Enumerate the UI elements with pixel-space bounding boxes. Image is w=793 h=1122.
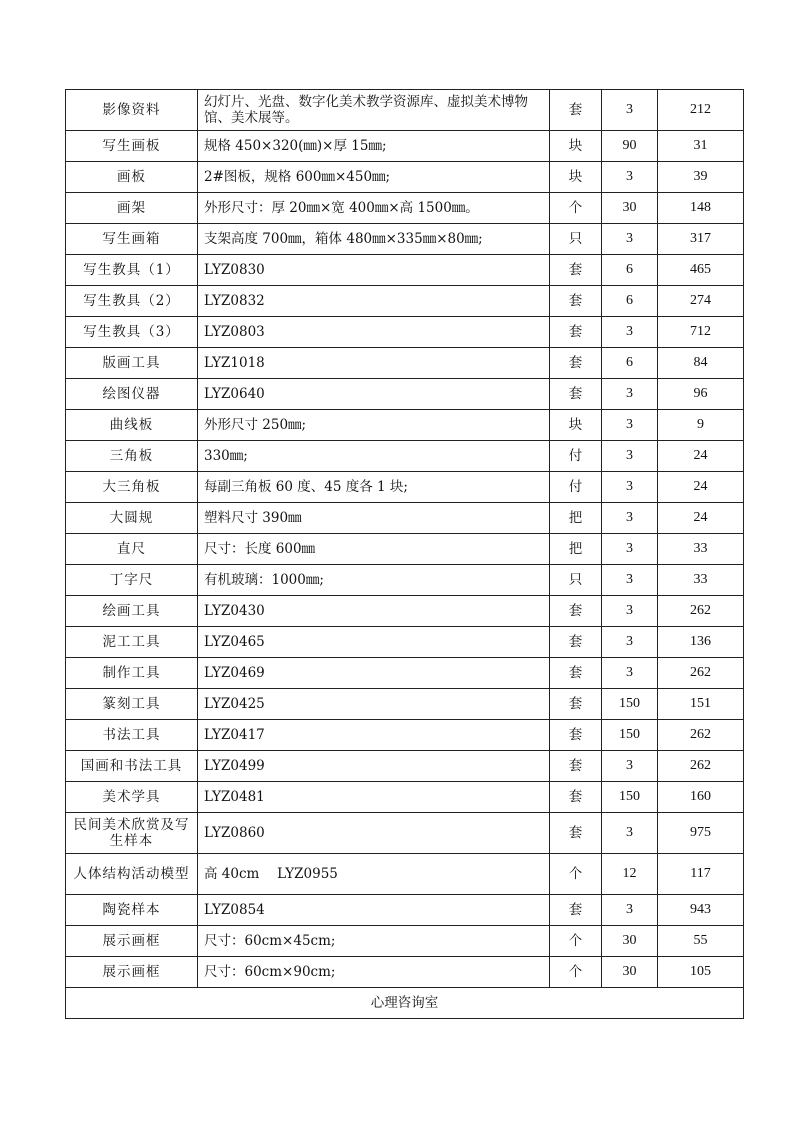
- item-price: 151: [658, 689, 744, 720]
- item-name: 陶瓷样本: [66, 895, 198, 926]
- item-unit: 套: [550, 317, 602, 348]
- table-row: [66, 957, 744, 988]
- item-unit: 付: [550, 472, 602, 503]
- table-row: [66, 658, 744, 689]
- item-price: 943: [658, 895, 744, 926]
- table-row: [66, 627, 744, 658]
- item-price: 33: [658, 565, 744, 596]
- equipment-table: [65, 89, 744, 1019]
- item-price: 148: [658, 193, 744, 224]
- table-row: [66, 854, 744, 895]
- table-row: [66, 379, 744, 410]
- item-spec: 有机玻璃：1000㎜;: [198, 565, 550, 596]
- item-price: 465: [658, 255, 744, 286]
- item-unit: 把: [550, 503, 602, 534]
- item-quantity: 3: [602, 410, 658, 441]
- item-unit: 套: [550, 379, 602, 410]
- item-spec: 外形尺寸 250㎜;: [198, 410, 550, 441]
- item-spec: LYZ0640: [198, 379, 550, 410]
- item-unit: 套: [550, 751, 602, 782]
- item-quantity: 3: [602, 895, 658, 926]
- item-quantity: 3: [602, 472, 658, 503]
- item-quantity: 3: [602, 224, 658, 255]
- item-name: 丁字尺: [66, 565, 198, 596]
- item-quantity: 150: [602, 720, 658, 751]
- item-name: 篆刻工具: [66, 689, 198, 720]
- item-price: 136: [658, 627, 744, 658]
- item-name: 绘画工具: [66, 596, 198, 627]
- table-row: [66, 317, 744, 348]
- item-spec: 尺寸：60cm×45cm;: [198, 926, 550, 957]
- item-unit: 套: [550, 286, 602, 317]
- item-unit: 块: [550, 162, 602, 193]
- item-name: 写生画板: [66, 131, 198, 162]
- item-name: 绘图仪器: [66, 379, 198, 410]
- item-price: 9: [658, 410, 744, 441]
- item-name: 直尺: [66, 534, 198, 565]
- table-row: [66, 348, 744, 379]
- item-quantity: 3: [602, 596, 658, 627]
- item-price: 262: [658, 720, 744, 751]
- item-name: 画架: [66, 193, 198, 224]
- table-row: [66, 596, 744, 627]
- item-unit: 付: [550, 441, 602, 472]
- item-name: 写生画箱: [66, 224, 198, 255]
- table-row: [66, 90, 744, 131]
- item-unit: 个: [550, 957, 602, 988]
- item-quantity: 30: [602, 193, 658, 224]
- item-quantity: 150: [602, 689, 658, 720]
- table-row: [66, 689, 744, 720]
- table-row: [66, 751, 744, 782]
- item-spec: LYZ0854: [198, 895, 550, 926]
- item-name: 写生教具（3）: [66, 317, 198, 348]
- item-spec: LYZ0860: [198, 813, 550, 854]
- table-row: [66, 503, 744, 534]
- item-price: 96: [658, 379, 744, 410]
- item-unit: 个: [550, 926, 602, 957]
- item-quantity: 3: [602, 379, 658, 410]
- item-unit: 套: [550, 720, 602, 751]
- table-row: [66, 255, 744, 286]
- item-price: 84: [658, 348, 744, 379]
- table-row: [66, 410, 744, 441]
- item-unit: 套: [550, 658, 602, 689]
- item-name: 民间美术欣赏及写生样本: [66, 813, 198, 854]
- item-price: 31: [658, 131, 744, 162]
- table-row: [66, 224, 744, 255]
- item-spec: 塑料尺寸 390㎜: [198, 503, 550, 534]
- item-spec: LYZ0465: [198, 627, 550, 658]
- item-unit: 套: [550, 348, 602, 379]
- item-name: 写生教具（1）: [66, 255, 198, 286]
- item-price: 117: [658, 854, 744, 895]
- item-spec: 每副三角板 60 度、45 度各 1 块;: [198, 472, 550, 503]
- table-row: [66, 131, 744, 162]
- item-spec: 幻灯片、光盘、数字化美术教学资源库、虚拟美术博物馆、美术展等。: [198, 90, 550, 131]
- item-price: 262: [658, 751, 744, 782]
- item-price: 105: [658, 957, 744, 988]
- item-name: 曲线板: [66, 410, 198, 441]
- item-quantity: 6: [602, 255, 658, 286]
- item-quantity: 150: [602, 782, 658, 813]
- item-name: 写生教具（2）: [66, 286, 198, 317]
- item-spec: 高 40cm LYZ0955: [198, 854, 550, 895]
- item-quantity: 3: [602, 565, 658, 596]
- item-spec: LYZ0425: [198, 689, 550, 720]
- item-quantity: 3: [602, 441, 658, 472]
- item-spec: LYZ0481: [198, 782, 550, 813]
- item-unit: 块: [550, 131, 602, 162]
- item-unit: 套: [550, 895, 602, 926]
- item-unit: 套: [550, 627, 602, 658]
- item-spec: 2#图板，规格 600㎜×450㎜;: [198, 162, 550, 193]
- table-row: [66, 441, 744, 472]
- item-price: 262: [658, 596, 744, 627]
- item-price: 317: [658, 224, 744, 255]
- table-row: [66, 782, 744, 813]
- item-name: 影像资料: [66, 90, 198, 131]
- item-name: 书法工具: [66, 720, 198, 751]
- item-name: 展示画框: [66, 957, 198, 988]
- item-spec: LYZ0417: [198, 720, 550, 751]
- item-unit: 个: [550, 193, 602, 224]
- table-row: [66, 926, 744, 957]
- item-quantity: 3: [602, 813, 658, 854]
- item-unit: 套: [550, 782, 602, 813]
- item-quantity: 3: [602, 317, 658, 348]
- item-spec: LYZ0499: [198, 751, 550, 782]
- item-unit: 把: [550, 534, 602, 565]
- table-row: [66, 286, 744, 317]
- item-price: 33: [658, 534, 744, 565]
- section-title: 心理咨询室: [66, 988, 744, 1019]
- item-spec: LYZ0469: [198, 658, 550, 689]
- item-price: 24: [658, 472, 744, 503]
- item-name: 国画和书法工具: [66, 751, 198, 782]
- item-name: 画板: [66, 162, 198, 193]
- item-price: 39: [658, 162, 744, 193]
- item-price: 712: [658, 317, 744, 348]
- item-quantity: 30: [602, 926, 658, 957]
- table-row: [66, 895, 744, 926]
- item-name: 展示画框: [66, 926, 198, 957]
- item-spec: LYZ0430: [198, 596, 550, 627]
- table-body: [66, 90, 744, 988]
- item-unit: 个: [550, 854, 602, 895]
- item-quantity: 3: [602, 658, 658, 689]
- item-price: 262: [658, 658, 744, 689]
- item-quantity: 3: [602, 503, 658, 534]
- item-spec: 尺寸：长度 600㎜: [198, 534, 550, 565]
- table-row: [66, 565, 744, 596]
- item-spec: 支架高度 700㎜，箱体 480㎜×335㎜×80㎜;: [198, 224, 550, 255]
- item-unit: 套: [550, 596, 602, 627]
- item-unit: 套: [550, 255, 602, 286]
- item-name: 大三角板: [66, 472, 198, 503]
- item-quantity: 3: [602, 90, 658, 131]
- item-quantity: 3: [602, 162, 658, 193]
- item-price: 55: [658, 926, 744, 957]
- item-name: 人体结构活动模型: [66, 854, 198, 895]
- item-name: 制作工具: [66, 658, 198, 689]
- item-spec: LYZ1018: [198, 348, 550, 379]
- item-unit: 只: [550, 565, 602, 596]
- table-row: [66, 472, 744, 503]
- table-row: [66, 162, 744, 193]
- table-row: [66, 720, 744, 751]
- item-spec: 规格 450×320(㎜)×厚 15㎜;: [198, 131, 550, 162]
- item-quantity: 3: [602, 751, 658, 782]
- item-price: 160: [658, 782, 744, 813]
- item-unit: 套: [550, 813, 602, 854]
- item-unit: 只: [550, 224, 602, 255]
- item-quantity: 3: [602, 627, 658, 658]
- item-unit: 套: [550, 689, 602, 720]
- item-price: 274: [658, 286, 744, 317]
- item-unit: 块: [550, 410, 602, 441]
- item-name: 泥工工具: [66, 627, 198, 658]
- item-name: 三角板: [66, 441, 198, 472]
- table-row: [66, 534, 744, 565]
- item-quantity: 6: [602, 286, 658, 317]
- item-name: 美术学具: [66, 782, 198, 813]
- table-row: [66, 193, 744, 224]
- item-spec: LYZ0803: [198, 317, 550, 348]
- item-spec: 330㎜;: [198, 441, 550, 472]
- item-quantity: 3: [602, 534, 658, 565]
- item-name: 版画工具: [66, 348, 198, 379]
- item-spec: 外形尺寸：厚 20㎜×宽 400㎜×高 1500㎜。: [198, 193, 550, 224]
- table-row: [66, 813, 744, 854]
- item-price: 24: [658, 441, 744, 472]
- item-unit: 套: [550, 90, 602, 131]
- item-price: 975: [658, 813, 744, 854]
- item-quantity: 6: [602, 348, 658, 379]
- item-quantity: 90: [602, 131, 658, 162]
- section-row: [66, 988, 744, 1019]
- item-name: 大圆规: [66, 503, 198, 534]
- item-quantity: 12: [602, 854, 658, 895]
- item-spec: LYZ0830: [198, 255, 550, 286]
- item-spec: 尺寸：60cm×90cm;: [198, 957, 550, 988]
- item-price: 212: [658, 90, 744, 131]
- item-spec: LYZ0832: [198, 286, 550, 317]
- item-quantity: 30: [602, 957, 658, 988]
- item-price: 24: [658, 503, 744, 534]
